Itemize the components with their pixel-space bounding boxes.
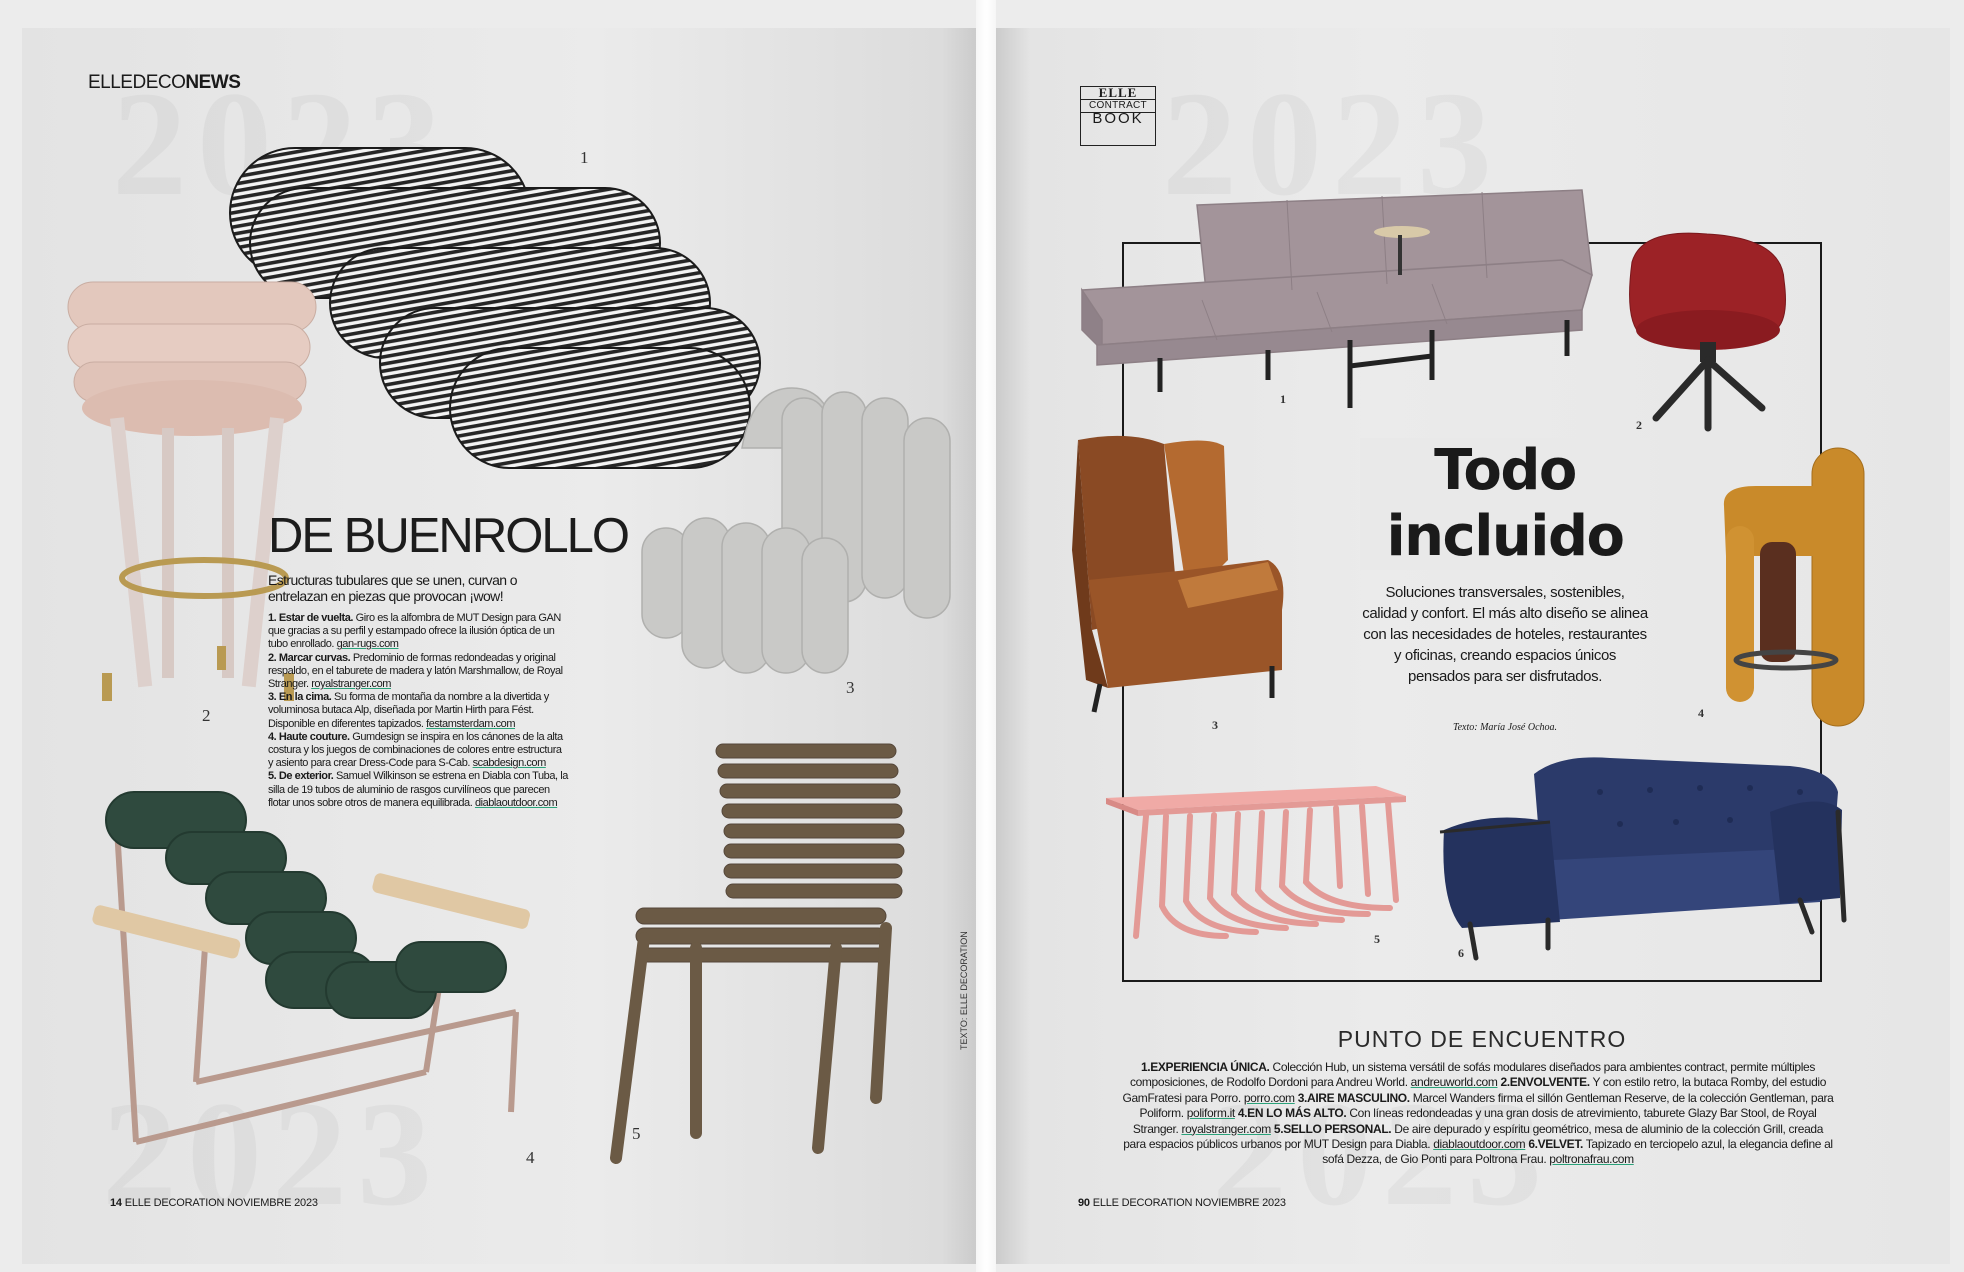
item-link[interactable]: gan-rugs.com [336, 638, 399, 651]
figure-number: 5 [632, 1124, 641, 1143]
item-link[interactable]: royalstranger.com [1181, 1121, 1271, 1136]
item-link[interactable]: andreuworld.com [1410, 1075, 1498, 1090]
footer-text: ELLE DECORATION NOVIEMBRE 2023 [124, 1197, 318, 1209]
furniture-photo-lounger [96, 782, 556, 1162]
side-credit: TEXTO: ELLE DECORATION [959, 931, 969, 1050]
page-title: Todo incluido [1360, 438, 1650, 570]
author-credit: Texto: María José Ochoa. [1452, 722, 1558, 733]
figure-number: 3 [846, 678, 855, 697]
furniture-photo-sofa [1082, 180, 1612, 420]
furniture-photo-armchair [642, 378, 974, 678]
article-body: 1.EXPERIENCIA ÚNICA. Colección Hub, un sistema versátil de sofás modulares diseñados para ambientes contract, permite múltiples composiciones, de Rodolfo Dordoni para Andreu World. andreuworld.com 2.ENVOLVENTE. Y con estilo retro, la butaca Romby, del estudio GamFratesi para Porro. porro.com 3.AIRE MASCULINO. Marcel Wanders firma el sillón Gentleman Reserve, de la colección Gentleman, para Poliform. poliform.it 4.EN LO MÁS ALTO. Con líneas redondeadas y una gran dosis de atrevimiento, taburete Glazy Bar Stool, de Royal Stranger. royalstranger.com 5.SELLO PERSONAL. De aire depurado y espíritu geométrico, mesa de aluminio de la colección Grill, creada para espacios públicos urbanos por MUT Design para Diabla. diablaoutdoor.com 6.VELVET. Tapizado en terciopelo azul, la elegancia define al sofá Dezza, de Gio Ponti para Poltrona Frau. poltronafrau.com [1122, 1060, 1834, 1167]
item-paragraph: 5. De exterior. Samuel Wilkinson se estrena en Diabla con Tuba, la silla de 19 tubos de aluminio de rasgos curvilíneos que parecen flotar unos sobre otros de manera equilibrada. diablaoutdoor.com [268, 770, 568, 809]
figure-number: 1 [580, 148, 589, 167]
figure-number: 1 [1280, 392, 1286, 406]
furniture-photo-wingback [1068, 430, 1290, 716]
item-link[interactable]: festamsterdam.com [426, 717, 516, 730]
section-title: PUNTO DE ENCUENTRO [1337, 1026, 1627, 1052]
page-number: 14 [110, 1197, 122, 1209]
page-number: 90 [1078, 1197, 1090, 1209]
footer-text: ELLE DECORATION NOVIEMBRE 2023 [1092, 1197, 1286, 1209]
furniture-photo-table [1106, 786, 1406, 960]
furniture-photo-bar-stool [1716, 446, 1880, 728]
figure-number: 6 [1458, 946, 1464, 960]
figure-number: 2 [202, 706, 211, 725]
header-section: NEWS [185, 72, 241, 93]
header-brand: ELLEDECO [88, 72, 186, 93]
item-link[interactable]: porro.com [1243, 1090, 1295, 1105]
furniture-photo-velvet-sofa [1440, 752, 1848, 962]
figure-number: 3 [1212, 718, 1218, 732]
figure-number: 5 [1374, 932, 1380, 946]
item-paragraph: 1. Estar de vuelta. Giro es la alfombra de MUT Design para GAN que gracias a su perfil y estampado ofrece la ilusión óptica de un tubo enrollado. gan-rugs.com [268, 612, 561, 651]
contract-book-logo: ELLE CONTRACT BOOK [1080, 86, 1156, 146]
item-link[interactable]: poltronafrau.com [1549, 1152, 1634, 1167]
item-paragraph: 3. En la cima. Su forma de montaña da nombre a la divertida y voluminosa butaca Alp, diseñada por Martin Hirth para Fést. Disponible en diferentes tapizados. festamsterdam.com [268, 691, 549, 730]
section-header [88, 72, 240, 94]
page-gutter [976, 0, 996, 1272]
page-title: DE BUENROLLO [268, 509, 628, 563]
item-paragraph: 2. Marcar curvas. Predominio de formas redondeadas y original respaldo, en el taburete de madera y latón Marshmallow, de Royal Stranger. royalstranger.com [268, 651, 563, 691]
article-intro: Soluciones transversales, sostenibles, calidad y confort. El más alto diseño se alinea con las necesidades de hoteles, restaurantes y oficinas, creando espacios únicos pensados para ser disfrutados. [1362, 584, 1648, 685]
furniture-photo-swivel-chair [1612, 232, 1798, 432]
item-link[interactable]: diablaoutdoor.com [1433, 1137, 1526, 1152]
page-footer [1078, 1197, 1286, 1209]
article-intro: Estructuras tubulares que se unen, curvan o entrelazan en piezas que provocan ¡wow! [268, 572, 517, 604]
item-link[interactable]: poliform.it [1186, 1106, 1235, 1121]
item-paragraph: 4. Haute couture. Gumdesign se inspira en los cánones de la alta costura y los juegos de combinaciones de colores entre estructura y asiento para crear Dress-Code para S-Cab. scabdesign.com [268, 730, 563, 770]
figure-number: 4 [526, 1148, 535, 1167]
figure-number: 2 [1636, 418, 1642, 432]
figure-number: 4 [1698, 706, 1704, 720]
item-link[interactable]: royalstranger.com [311, 678, 391, 691]
furniture-photo-chair [606, 738, 916, 1168]
article-body [268, 612, 568, 810]
item-link[interactable]: diablaoutdoor.com [474, 796, 558, 809]
item-link[interactable]: scabdesign.com [472, 757, 546, 770]
page-footer [110, 1197, 318, 1209]
